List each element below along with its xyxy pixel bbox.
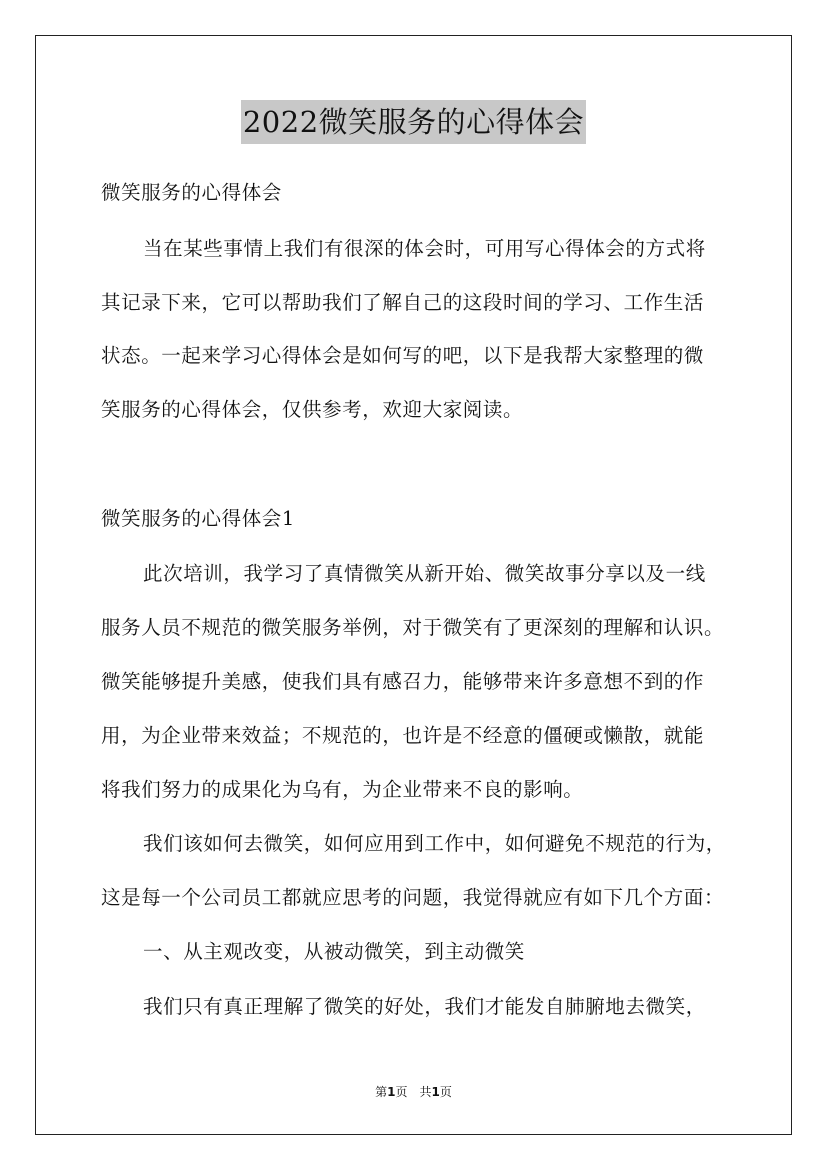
paragraph-line: 微笑能够提升美感，使我们具有感召力，能够带来许多意想不到的作	[101, 670, 705, 693]
paragraph-line: 这是每一个公司员工都就应思考的问题，我觉得就应有如下几个方面：	[101, 886, 725, 909]
footer-page-current: 1	[387, 1085, 396, 1099]
footer-suffix: 页	[439, 1085, 452, 1099]
paragraph-line: 状态。一起来学习心得体会是如何写的吧，以下是我帮大家整理的微	[101, 344, 705, 367]
footer-page-total: 1	[431, 1085, 440, 1099]
footer-prefix: 第	[375, 1085, 388, 1099]
paragraph-line: 当在某些事情上我们有很深的体会时，可用写心得体会的方式将	[143, 237, 706, 260]
paragraph-line: 我们该如何去微笑，如何应用到工作中，如何避免不规范的行为，	[143, 832, 726, 855]
list-heading: 一、从主观改变，从被动微笑，到主动微笑	[143, 940, 525, 963]
paragraph-line: 其记录下来，它可以帮助我们了解自己的这段时间的学习、工作生活	[101, 291, 705, 314]
paragraph-line: 笑服务的心得体会，仅供参考，欢迎大家阅读。	[101, 398, 524, 421]
title-container	[0, 100, 827, 144]
paragraph-line: 我们只有真正理解了微笑的好处，我们才能发自肺腑地去微笑，	[143, 995, 706, 1018]
paragraph-line: 用，为企业带来效益；不规范的，也许是不经意的僵硬或懒散，就能	[101, 724, 705, 747]
paragraph-line: 此次培训，我学习了真情微笑从新开始、微笑故事分享以及一线	[143, 562, 706, 585]
footer-mid: 页 共	[395, 1085, 432, 1099]
paragraph-line: 将我们努力的成果化为乌有，为企业带来不良的影响。	[101, 778, 584, 801]
section-heading: 微笑服务的心得体会1	[101, 507, 295, 530]
paragraph-line: 服务人员不规范的微笑服务举例，对于微笑有了更深刻的理解和认识。	[101, 616, 725, 639]
section-heading: 微笑服务的心得体会	[101, 181, 282, 204]
document-title: 2022微笑服务的心得体会	[241, 100, 586, 144]
page-footer	[0, 1083, 827, 1101]
